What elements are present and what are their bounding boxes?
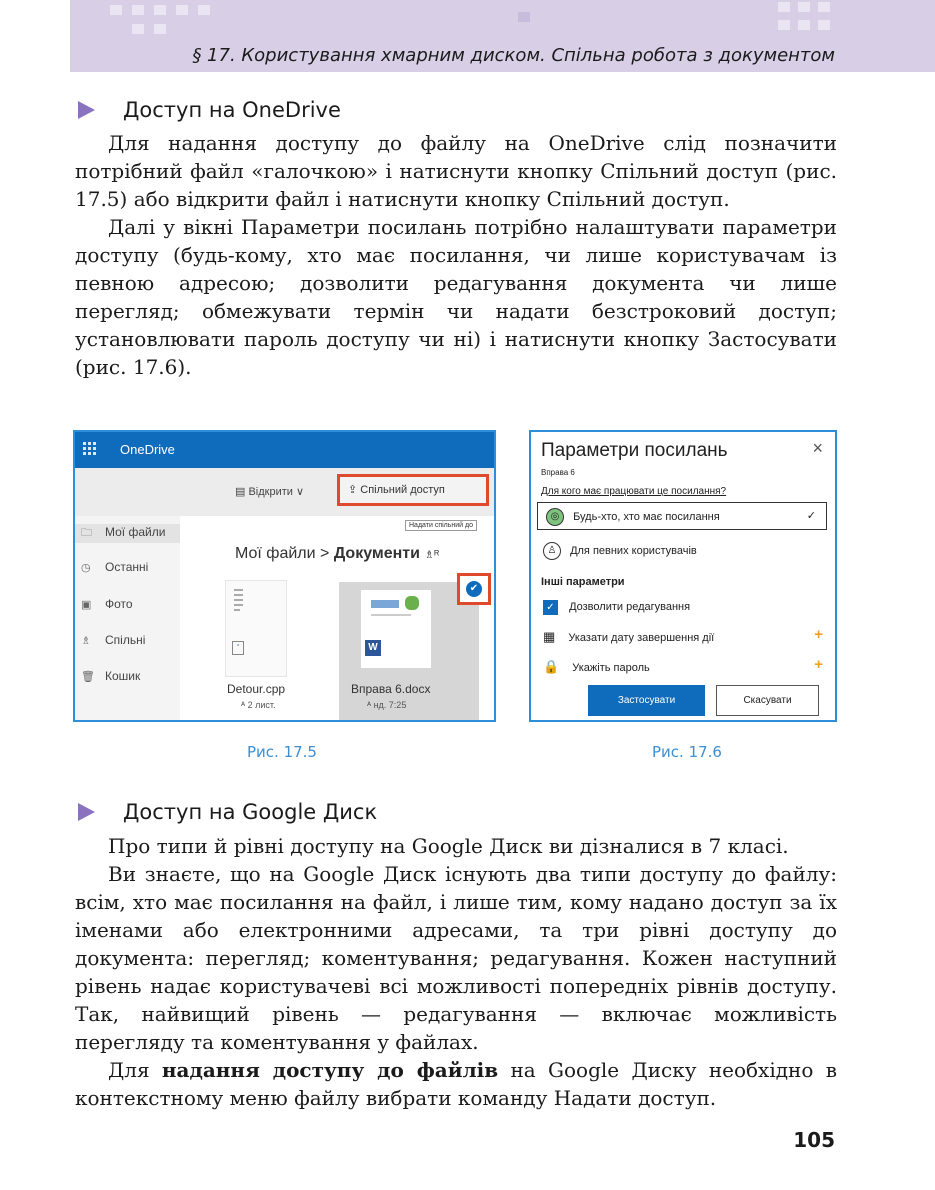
breadcrumb bbox=[235, 545, 439, 563]
option-label: Для певних користувачів bbox=[570, 544, 697, 557]
decor-square bbox=[154, 5, 166, 15]
decor-square bbox=[110, 5, 122, 15]
dialog-title: Параметри посилань bbox=[541, 440, 728, 461]
heading-text: Доступ на Google Диск bbox=[123, 800, 378, 824]
sidebar-item-my-files[interactable] bbox=[75, 524, 180, 543]
share-tooltip: Надати спільний до bbox=[405, 520, 477, 531]
decor-square bbox=[154, 24, 166, 34]
allow-editing-checkbox[interactable] bbox=[543, 600, 690, 615]
decor-square bbox=[778, 2, 790, 12]
breadcrumb-separator: > bbox=[320, 545, 330, 562]
dialog-file-name: Вправа 6 bbox=[541, 468, 575, 477]
set-expiry-option[interactable] bbox=[543, 629, 714, 645]
option-label: Указати дату завершення дії bbox=[568, 632, 715, 644]
breadcrumb-root[interactable]: Мої файли bbox=[235, 545, 316, 562]
option-specific-people[interactable] bbox=[543, 542, 697, 560]
page-number: 105 bbox=[793, 1128, 835, 1152]
file-type-icon: ▫ bbox=[232, 641, 244, 655]
open-button[interactable]: ▤ Відкрити ∨ bbox=[235, 486, 305, 498]
check-icon: ✔ bbox=[466, 581, 482, 597]
file-meta: ᴬ 2 лист. bbox=[241, 700, 276, 710]
sidebar-item-label: Мої файли bbox=[105, 525, 166, 539]
decor-square bbox=[798, 2, 810, 12]
decor-square bbox=[198, 5, 210, 15]
triangle-bullet-icon bbox=[78, 101, 95, 119]
word-icon: W bbox=[365, 640, 381, 656]
breadcrumb-current: Документи bbox=[333, 545, 420, 562]
section-heading-google-drive bbox=[78, 800, 377, 824]
decor-square bbox=[132, 24, 144, 34]
decor-square bbox=[778, 20, 790, 30]
people-icon: ♙ bbox=[543, 542, 561, 560]
photo-icon: ▣ bbox=[81, 599, 92, 611]
figure-onedrive-screenshot bbox=[73, 430, 496, 722]
sidebar-item-shared[interactable] bbox=[81, 633, 145, 647]
file-name[interactable]: Вправа 6.docx bbox=[351, 682, 431, 696]
figure-caption: Рис. 17.6 bbox=[652, 743, 722, 761]
sidebar-item-recent[interactable] bbox=[81, 560, 148, 574]
apply-button[interactable]: Застосувати bbox=[588, 685, 705, 716]
close-icon[interactable]: × bbox=[812, 438, 823, 458]
folder-icon: 🗀 bbox=[81, 527, 92, 539]
share-button[interactable] bbox=[337, 474, 489, 506]
bold-term: надання доступу до файлів bbox=[161, 1058, 499, 1082]
share-label: Спільний доступ bbox=[360, 484, 445, 496]
paragraph: Ви знаєте, що на Google Диск існують два типи доступу до файлу: всім, хто має посилання на файл, і лише тим, кому надано доступ за їх іменами або електронними адресами, та три рівні доступу до документа: перегляд; коментування; редагування. Кожен наступний рівень надає користувачеві всі можливості попередніх рівнів доступу. Так, найвищий рівень — редагування — включає можливість перегляду та коментування у файлах. bbox=[75, 862, 837, 1054]
cancel-button[interactable]: Скасувати bbox=[716, 685, 819, 716]
people-icon: ♗ bbox=[81, 635, 91, 647]
option-label: Дозволити редагування bbox=[569, 601, 691, 614]
set-password-option[interactable] bbox=[543, 659, 650, 675]
clock-icon: ◷ bbox=[81, 562, 91, 574]
trash-icon: 🗑 bbox=[81, 671, 95, 683]
checkbox-checked-icon: ✓ bbox=[543, 600, 558, 615]
file-tile-detour[interactable] bbox=[225, 580, 287, 677]
sidebar-item-label: Фото bbox=[105, 597, 133, 611]
link-audience-question: Для кого має працювати це посилання? bbox=[541, 486, 727, 497]
figure-caption: Рис. 17.5 bbox=[247, 743, 317, 761]
share-people-icon: ♗ᴿ bbox=[424, 549, 440, 561]
premium-star-icon: + bbox=[814, 626, 823, 643]
lock-icon: 🔒 bbox=[543, 659, 560, 674]
paragraph: Далі у вікні Параметри посилань потрібно налаштувати параметри доступу (будь-кому, хто має посилання, чи лише користувачам із певною адресою; дозволити редагування документа чи лише перегляд; обмежувати термін чи надати безстроковий доступ; установлювати пароль доступу чи ні) і натиснути кнопку Застосувати (рис. 17.6). bbox=[75, 215, 837, 379]
file-selected-checkbox[interactable] bbox=[457, 573, 491, 605]
sidebar-item-label: Кошик bbox=[105, 669, 141, 683]
decor-square bbox=[518, 12, 530, 22]
app-launcher-icon[interactable] bbox=[83, 442, 97, 456]
open-label: Відкрити bbox=[248, 486, 293, 498]
option-anyone-selected[interactable] bbox=[537, 502, 827, 530]
share-icon: ⇪ bbox=[348, 484, 358, 496]
file-meta: ᴬ нд. 7:25 bbox=[367, 700, 407, 710]
decor-square bbox=[818, 2, 830, 12]
other-settings-heading: Інші параметри bbox=[541, 576, 625, 588]
decor-square bbox=[818, 20, 830, 30]
paragraph: Про типи й рівні доступу на Google Диск ви дізналися в 7 класі. bbox=[108, 834, 789, 858]
triangle-bullet-icon bbox=[78, 803, 95, 821]
file-thumbnail bbox=[361, 590, 431, 668]
calendar-icon: ▦ bbox=[543, 629, 556, 644]
decor-square bbox=[132, 5, 144, 15]
sidebar-item-label: Останні bbox=[105, 560, 149, 574]
paragraph bbox=[75, 1056, 837, 1112]
globe-icon: ◎ bbox=[546, 508, 564, 526]
text-run: Для bbox=[108, 1058, 162, 1082]
option-label: Укажіть пароль bbox=[572, 662, 650, 674]
checkmark-icon: ✓ bbox=[806, 510, 816, 522]
sidebar-item-trash[interactable] bbox=[81, 669, 140, 683]
sidebar-item-label: Спільні bbox=[105, 633, 146, 647]
section-heading-onedrive bbox=[78, 98, 341, 122]
figure-link-settings-dialog bbox=[529, 430, 837, 722]
sidebar bbox=[75, 516, 180, 722]
premium-star-icon: + bbox=[814, 656, 823, 673]
option-anyone bbox=[546, 508, 720, 526]
heading-text: Доступ на OneDrive bbox=[123, 98, 341, 122]
chapter-title: § 17. Користування хмарним диском. Спільна робота з документом bbox=[192, 45, 835, 66]
command-bar bbox=[75, 468, 494, 516]
text-run: на Google Диску необхідно в контекстному меню файлу вибрати команду Надати доступ. bbox=[75, 1058, 837, 1110]
paragraph: Для надання доступу до файлу на OneDrive слід позначити потрібний файл «галочкою» і натиснути кнопку Спільний доступ (рис. 17.5) або відкрити файл і натиснути кнопку Спільний доступ. bbox=[75, 131, 837, 211]
file-name[interactable]: Detour.cpp bbox=[227, 682, 286, 696]
onedrive-topbar bbox=[75, 432, 494, 468]
decor-square bbox=[798, 20, 810, 30]
google-drive-paragraphs bbox=[75, 832, 837, 1112]
decor-square bbox=[176, 5, 188, 15]
option-label: Будь-хто, хто має посилання bbox=[573, 510, 720, 523]
app-name: OneDrive bbox=[120, 442, 175, 457]
sidebar-item-photos[interactable] bbox=[81, 597, 133, 611]
onedrive-paragraphs bbox=[75, 129, 837, 381]
